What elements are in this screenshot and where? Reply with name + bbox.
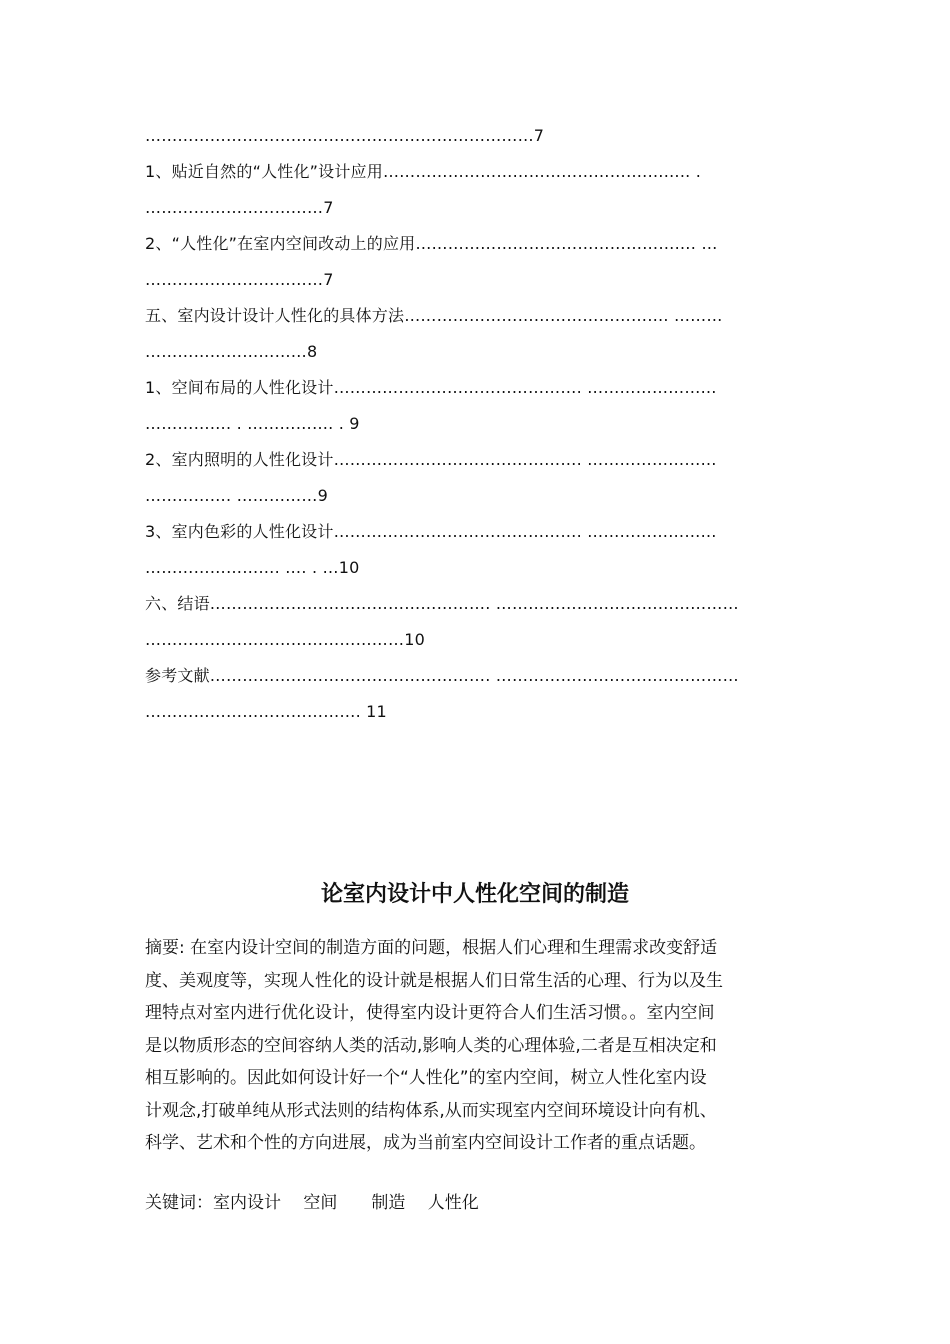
toc-line: ………………………………………………………………7 (145, 126, 545, 145)
toc-line: …………………………8 (145, 342, 318, 361)
toc-entry-lighting[interactable]: 2、室内照明的人性化设计………………………………………. …………………… (145, 450, 717, 469)
toc-line: ……………………………7 (145, 270, 334, 289)
toc-line: ……………. ……………9 (145, 486, 328, 505)
toc-line: ……………………………7 (145, 198, 334, 217)
toc-line: …………………………………. 11 (145, 702, 387, 721)
toc-line: ……………………. …. . …10 (145, 558, 360, 577)
abstract-line: 相互影响的。因此如何设计好一个“人性化”的室内空间，树立人性化室内设 (145, 1068, 707, 1088)
abstract-line: 科学、艺术和个性的方向进展，成为当前室内空间设计工作者的重点话题。 (145, 1133, 706, 1153)
abstract (145, 932, 810, 1160)
abstract-line: 理特点对室内进行优化设计，使得室内设计更符合人们生活习惯。。室内空间 (145, 1003, 715, 1023)
toc-entry-color[interactable]: 3、室内色彩的人性化设计………………………………………. …………………… (145, 522, 717, 541)
toc-entry-space-layout[interactable]: 1、空间布局的人性化设计………………………………………. …………………… (145, 378, 717, 397)
abstract-line: 度、美观度等，实现人性化的设计就是根据人们日常生活的心理、行为以及生 (145, 970, 723, 991)
paper-title: 论室内设计中人性化空间的制造 (320, 882, 629, 907)
toc-entry-references[interactable]: 参考文献……………………………………………. ……………………………………… (145, 666, 739, 685)
toc-entry-section-five[interactable]: 五、室内设计设计人性化的具体方法…………………………………………. ……… (145, 306, 723, 325)
toc-entry-conclusion[interactable]: 六、结语……………………………………………. ……………………………………… (145, 594, 739, 613)
toc-line: ……………. . ……………. . 9 (145, 414, 360, 433)
abstract-line: 计观念,打破单纯从形式法则的结构体系,从而实现室内空间环境设计向有机、 (145, 1100, 717, 1121)
toc-entry-nature-design[interactable]: 1、贴近自然的“人性化”设计应用………………………………………….…….. . (145, 162, 701, 181)
abstract-line: 摘要: 在室内设计空间的制造方面的问题，根据人们心理和生理需求改变舒适 (145, 938, 718, 958)
toc-line: …………………………………………10 (145, 630, 425, 649)
toc-entry-space-renovation[interactable]: 2、“人性化”在室内空间改动上的应用……………………………………………. … (145, 234, 718, 253)
keywords: 关键词：室内设计 空间 制造 人性化 (145, 1193, 479, 1213)
abstract-line: 是以物质形态的空间容纳人类的活动,影响人类的心理体验,二者是互相决定和 (145, 1035, 717, 1056)
